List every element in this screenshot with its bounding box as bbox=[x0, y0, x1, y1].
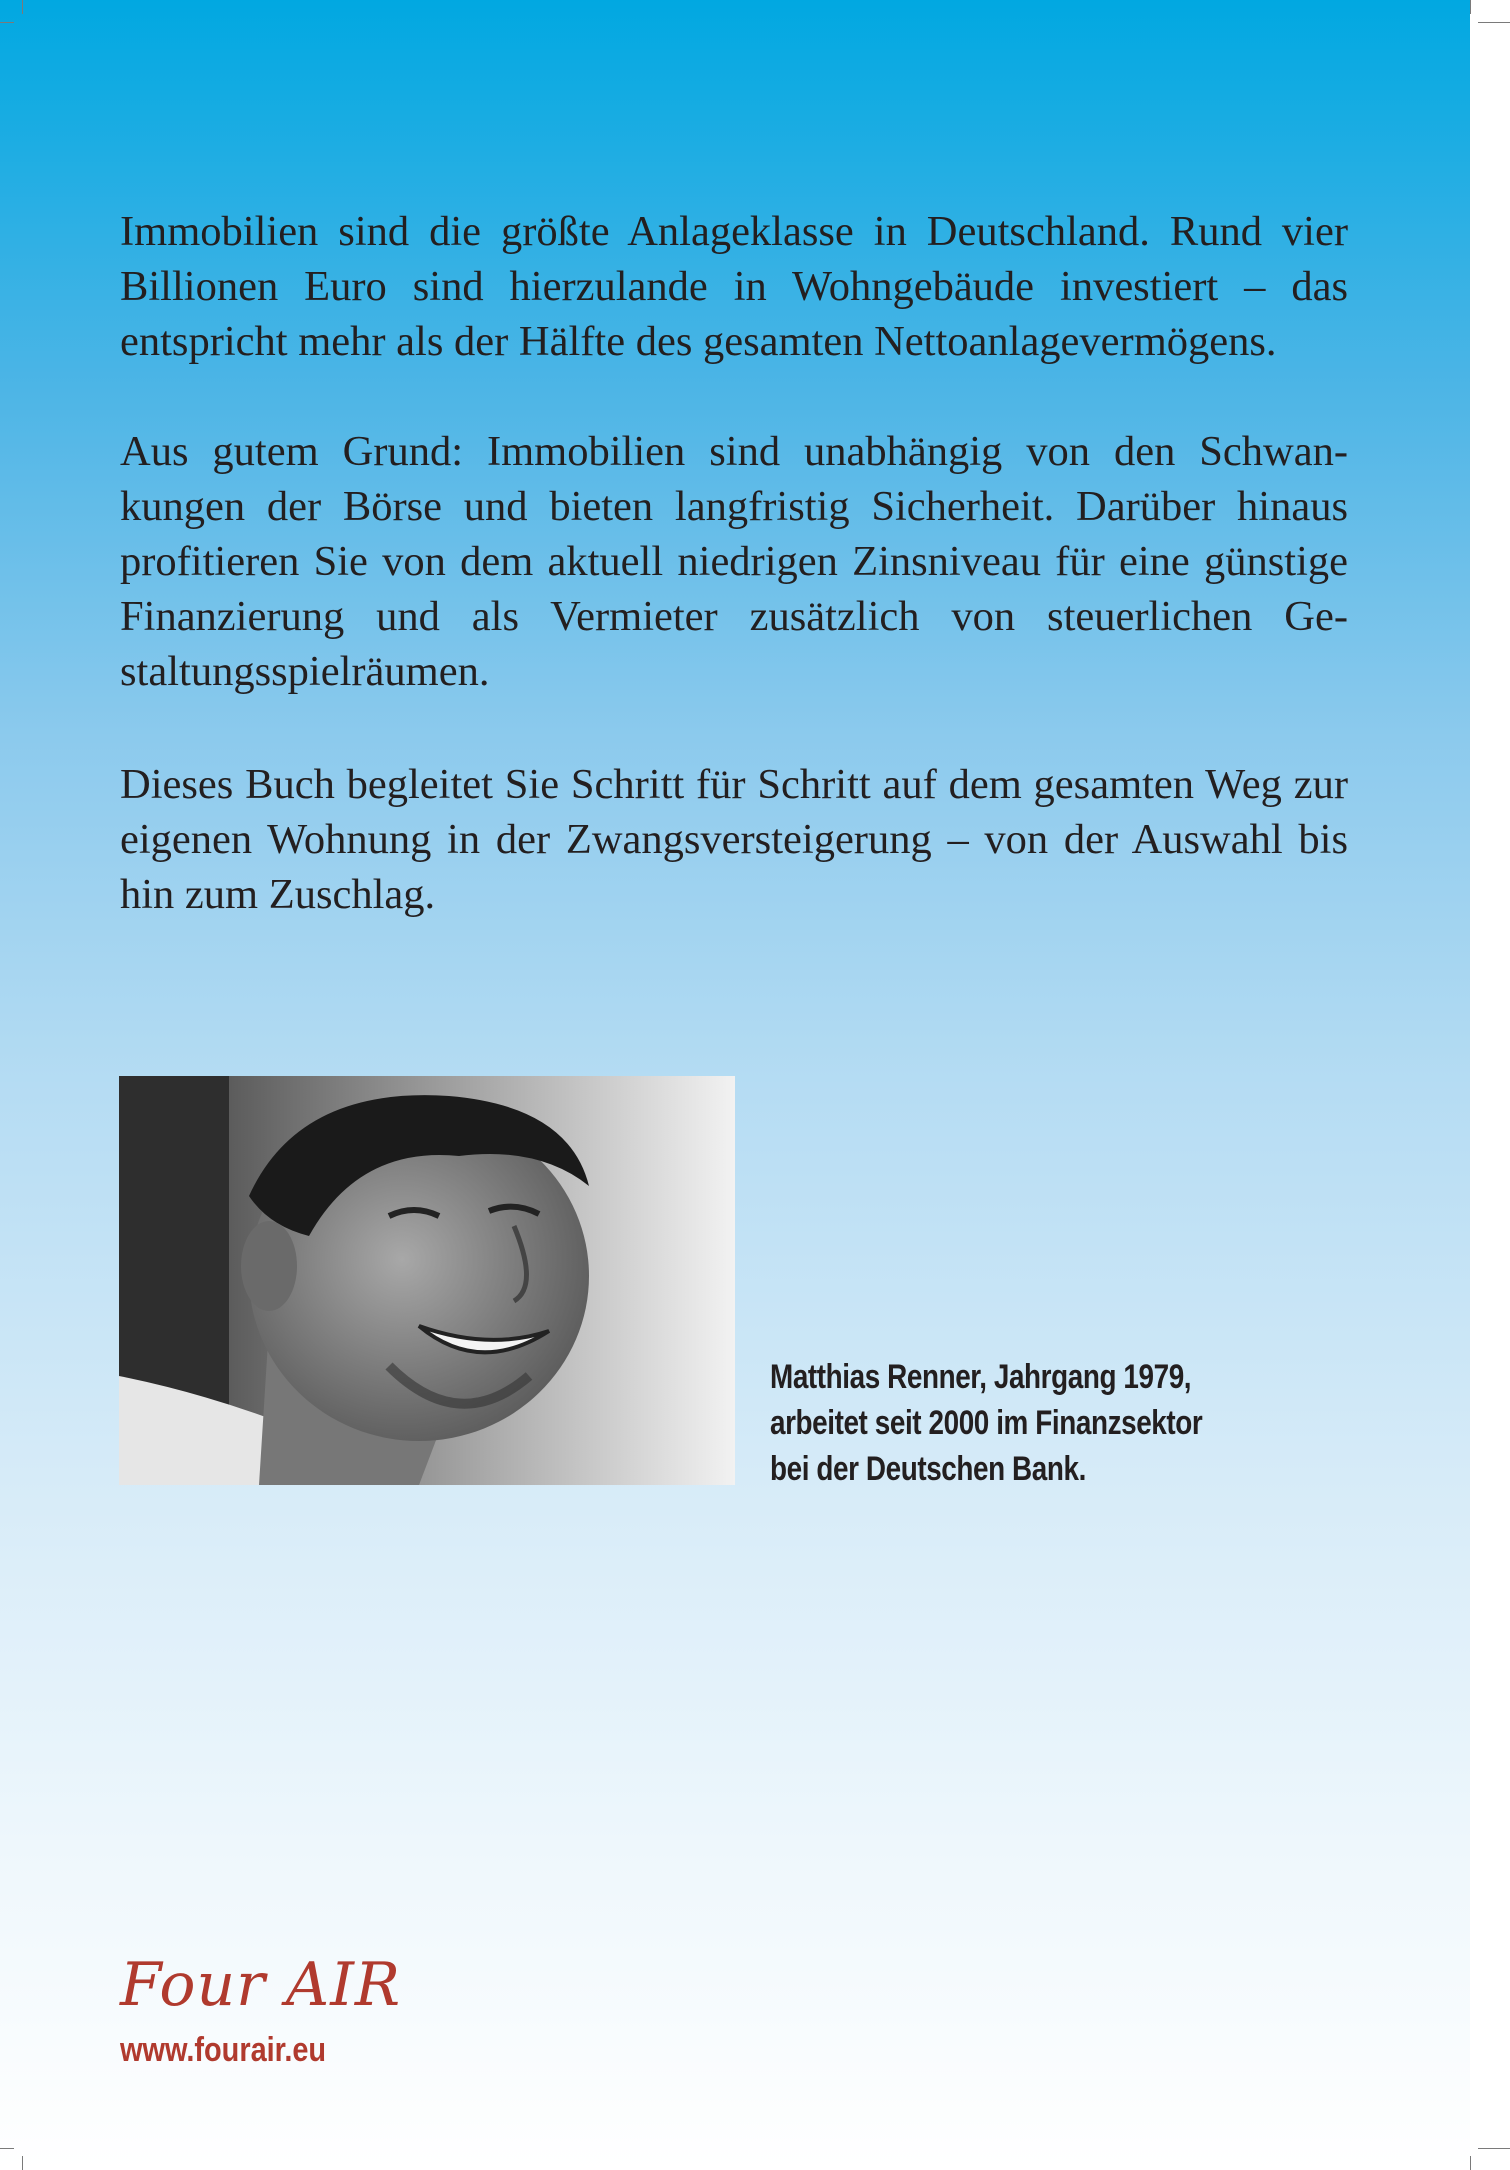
publisher-logo: Four AIR bbox=[120, 1950, 402, 2020]
crop-mark bbox=[1470, 0, 1471, 14]
crop-mark bbox=[1478, 22, 1510, 23]
crop-mark bbox=[1478, 2148, 1510, 2149]
author-caption-line: bei der Deutschen Bank. bbox=[770, 1450, 1086, 1488]
author-caption bbox=[770, 1354, 1203, 1492]
crop-mark bbox=[0, 22, 14, 23]
intro-paragraph-2: Aus gutem Grund: Immobilien sind unabhängig von den Schwankungen der Börse und bieten langfristig Sicherheit. Darüber hinaus profitieren Sie von dem aktuell niedrigen Zinsniveau für eine günstige Finanzierung und als Vermieter zusätzlich von steuerlichen Gestaltungsspielräumen. bbox=[120, 428, 1348, 695]
author-portrait-icon bbox=[119, 1076, 735, 1485]
author-caption-line: Matthias Renner, Jahrgang 1979, bbox=[770, 1358, 1192, 1396]
crop-mark bbox=[0, 2148, 14, 2149]
crop-mark bbox=[22, 2156, 23, 2170]
crop-mark bbox=[22, 0, 23, 14]
author-photo bbox=[119, 1076, 735, 1485]
author-caption-line: arbeitet seit 2000 im Finanzsektor bbox=[770, 1404, 1203, 1442]
publisher-url[interactable]: www.fourair.eu bbox=[120, 2031, 327, 2069]
crop-mark bbox=[1470, 2156, 1471, 2170]
intro-paragraph-3: Dieses Buch begleitet Sie Schritt für Schritt auf dem gesamten Weg zur eigenen Wohnung in der Zwangsversteigerung – von der Auswahl bis hin zum Zuschlag. bbox=[120, 761, 1348, 918]
intro-paragraph-1: Immobilien sind die größte Anlageklasse in Deutschland. Rund vier Billionen Euro sind hierzulande in Wohngebäude investiert – das entspricht mehr als der Hälfte des gesamten Nettoanlagevermögens. bbox=[120, 208, 1348, 365]
